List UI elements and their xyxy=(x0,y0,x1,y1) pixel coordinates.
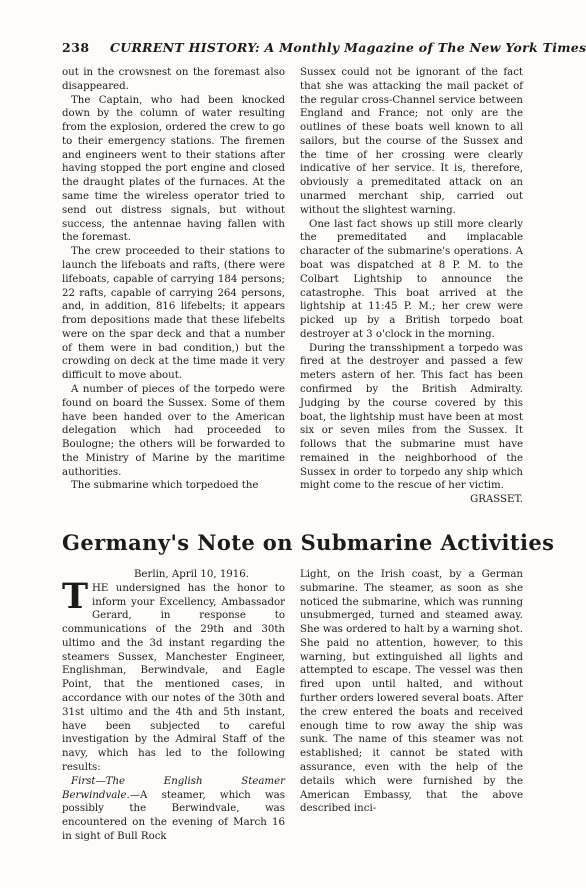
bottom-left-column xyxy=(62,568,285,844)
paragraph: The Captain, who had been knocked down by the column of water resulting from the explosion, ordered the crew to go to their emergency stations. The firemen and engineers went to their stations after having stopped the port engine and closed the draught plates of the furnaces. At the same time the wireless operator tried to send out distress signals, but without success, the antennae having fallen with the foremast. xyxy=(62,94,285,244)
paragraph: The submarine which torpedoed the xyxy=(71,480,259,492)
subhead: First—The English Steamer Berwindvale. xyxy=(62,775,285,801)
paragraph: A number of pieces of the torpedo were found on board the Sussex. Some of them have been handed over to the American delegation which had proceeded to Boulogne; the others will be forwarded to the Ministry of Marine by the maritime authorities. xyxy=(62,383,285,478)
top-left-column xyxy=(62,66,285,493)
paragraph: out in the crowsnest on the foremast also disappeared. xyxy=(62,67,285,92)
paragraph: Light, on the Irish coast, by a German submarine. The steamer, as soon as she noticed the submarine, which was running unsubmerged, turned and steamed away. She was ordered to halt by a warning shot. She paid no attention, however, to this warning, but extinguished all lights and attempted to escape. The vessel was then fired upon until halted, and without further orders lowered several boats. After the crew entered the boats and received enough time to row away the ship was sunk. The name of this steamer was not established; it cannot be stated with assurance, even with the help of the details which were furnished by the American Embassy, that the above described inci- xyxy=(300,569,523,815)
paragraph: Sussex could not be ignorant of the fact that she was attacking the mail packet of the regular cross-Channel service between England and France; not only are the outlines of these boats well known to all sailors, but the course of the Sussex and the time of her crossing were clearly indicative of her service. It is, therefore, obviously a premeditated attack on an unarmed merchant ship, carried out without the slightest warning. xyxy=(300,67,523,216)
paragraph: The crew proceeded to their stations to launch the lifeboats and rafts, (there were lifeboats, capable of carrying 184 persons; 22 rafts, capable of carrying 264 persons, and, in addition, 816 lifebelts; it appears from depositions made that these lifebelts were on the spar deck and that a number of them were in bad condition,) but the crowding on deck at the time made it very difficult to move about. xyxy=(62,246,285,382)
page-number: 238 xyxy=(62,40,90,55)
article-title: Germany's Note on Submarine Activities xyxy=(62,530,555,555)
page-header xyxy=(62,40,586,58)
opening-paragraph-text: HE undersigned has the honor to inform your Excellency, Ambassador Gerard, in response to communications of the 29th and 30th ultimo and the 3d instant regarding the steamers Sussex, Manchester Engineer, Englishman, Berwindvale, and Eagle Point, that the mentioned cases, in accordance with our notes of the 30th and 31st ultimo and the 4th and 5th instant, have been subjected to careful investigation by the Admiral Staff of the navy, which has led to the following results: xyxy=(62,582,285,773)
paragraph: During the transshipment a torpedo was fired at the destroyer and passed a few meters astern of her. This fact has been confirmed by the British Admiralty. Judging by the course covered by this boat, the lightship must have been at most six or seven miles from the Sussex. It follows that the submarine must have remained in the neighborhood of the Sussex in order to torpedo any ship which might come to the rescue of her victim. xyxy=(300,342,523,492)
bottom-right-column xyxy=(300,568,523,816)
signature: GRASSET. xyxy=(470,494,523,506)
drop-cap: T xyxy=(62,581,89,617)
paragraph: One last fact shows up still more clearly the premeditated and implacable character of the submarine's operations. A boat was dispatched at 8 P. M. to the Colbart Lightship to announce the catastrophe. This boat arrived at the lightship at 11:45 P. M.; her crew were picked up by a British torpedo boat destroyer at 3 o'clock in the morning. xyxy=(300,218,523,340)
dateline: Berlin, April 10, 1916. xyxy=(133,569,249,580)
signature-line xyxy=(300,493,523,507)
paragraph xyxy=(62,775,285,844)
paragraph-text: —A steamer, which was possibly the Berwindvale, was encountered on the evening of March 16 in sight of Bull Rock xyxy=(62,789,285,842)
opening-paragraph xyxy=(62,582,285,775)
running-title: CURRENT HISTORY: A Monthly Magazine of The New York Times xyxy=(110,40,586,55)
top-right-column xyxy=(300,66,523,507)
